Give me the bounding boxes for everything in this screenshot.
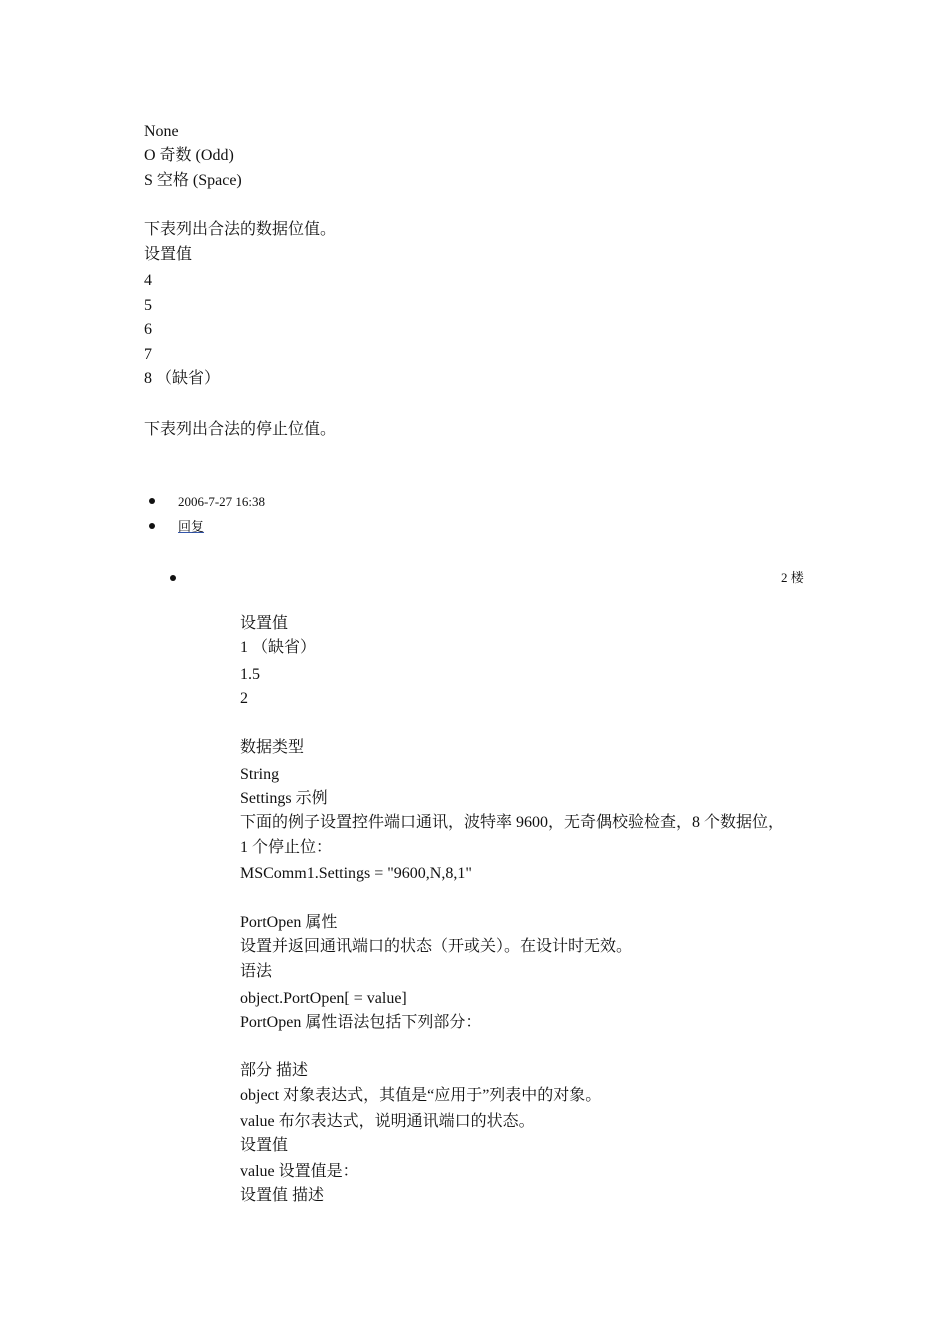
bullet-icon xyxy=(149,498,155,504)
code-line: MSComm1.Settings = "9600,N,8,1" xyxy=(240,865,472,882)
text-line: String xyxy=(240,766,280,783)
text-line: None xyxy=(144,123,179,140)
text-line: 8 （缺省） xyxy=(144,370,221,387)
text-line: O 奇数 (Odd) xyxy=(144,147,234,164)
bullet-icon xyxy=(149,523,155,529)
text-line: 数据类型 xyxy=(240,739,305,756)
text-line: 设置并返回通讯端口的状态（开或关）。在设计时无效。 xyxy=(240,938,633,955)
text-line: 6 xyxy=(144,321,152,338)
text-line: 下表列出合法的停止位值。 xyxy=(144,421,337,438)
bullet-icon xyxy=(170,575,176,581)
text-line: 设置值 xyxy=(144,246,193,263)
text-line: value 布尔表达式，说明通讯端口的状态。 xyxy=(240,1113,535,1130)
reply-link[interactable]: 回复 xyxy=(178,519,205,534)
text-line: PortOpen 属性语法包括下列部分： xyxy=(240,1014,482,1031)
text-line: object 对象表达式，其值是“应用于”列表中的对象。 xyxy=(240,1087,602,1104)
text-line: 设置值 xyxy=(240,615,289,632)
text-line: value 设置值是： xyxy=(240,1163,359,1180)
text-line: 7 xyxy=(144,346,152,363)
text-line: Settings 示例 xyxy=(240,790,328,807)
text-line: 下表列出合法的数据位值。 xyxy=(144,221,337,238)
text-line: 设置值 xyxy=(240,1137,289,1154)
text-line: 4 xyxy=(144,272,152,289)
heading-line: PortOpen 属性 xyxy=(240,914,338,931)
code-line: object.PortOpen[ = value] xyxy=(240,990,407,1007)
text-line: S 空格 (Space) xyxy=(144,172,242,189)
text-line: 2 xyxy=(240,690,248,707)
text-line: 部分 描述 xyxy=(240,1062,309,1079)
text-line: 语法 xyxy=(240,963,273,980)
text-line: 设置值 描述 xyxy=(240,1187,325,1204)
post-timestamp: 2006-7-27 16:38 xyxy=(178,494,266,509)
text-line: 5 xyxy=(144,297,152,314)
floor-label: 2 楼 xyxy=(781,570,804,585)
text-line: 1 个停止位： xyxy=(240,839,333,856)
text-line: 1 （缺省） xyxy=(240,639,317,656)
text-line: 1.5 xyxy=(240,666,260,683)
text-line: 下面的例子设置控件端口通讯，波特率 9600，无奇偶校验检查，8 个数据位， xyxy=(240,814,785,831)
